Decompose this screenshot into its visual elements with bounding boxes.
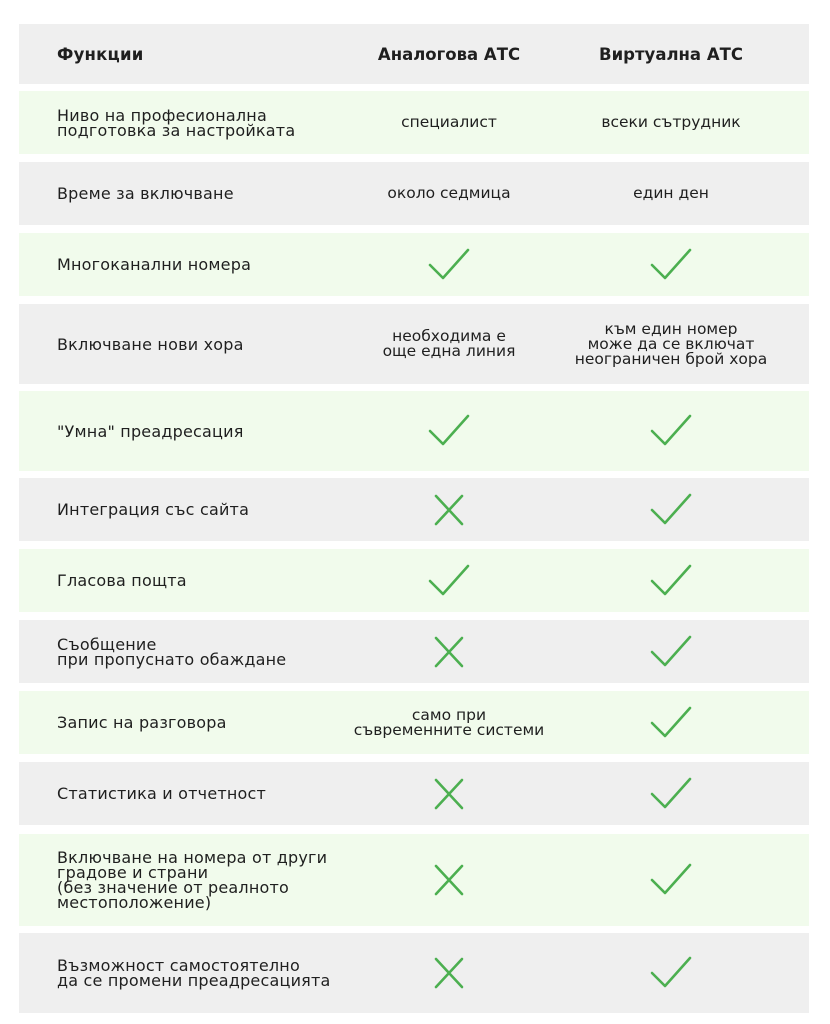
analog-value: около седмица	[387, 184, 511, 202]
virtual-value: един ден	[633, 184, 709, 202]
check-icon	[650, 705, 692, 741]
feature-label: Многоканални номера	[57, 255, 252, 274]
feature-label: Ниво на професионална подготовка за настройката	[57, 106, 296, 140]
header-feature: Функции	[57, 45, 144, 64]
check-icon	[650, 634, 692, 670]
table-row	[19, 620, 809, 683]
check-icon	[428, 413, 470, 449]
feature-label: Статистика и отчетност	[57, 784, 267, 803]
feature-label: Възможност самостоятелно да се промени преадресацията	[57, 956, 331, 990]
table-row	[19, 162, 809, 225]
feature-label: Интеграция със сайта	[57, 500, 250, 519]
table-row	[19, 478, 809, 541]
cross-icon	[428, 862, 470, 898]
check-icon	[650, 955, 692, 991]
header-virtual: Виртуална АТС	[599, 45, 743, 64]
table-row	[19, 391, 809, 471]
feature-label: Съобщение при пропуснато обаждане	[57, 635, 287, 669]
feature-label: Време за включване	[57, 184, 234, 203]
analog-value: специалист	[401, 113, 497, 131]
feature-label: Включване нови хора	[57, 335, 244, 354]
table-row	[19, 933, 809, 1013]
table-row	[19, 834, 809, 926]
check-icon	[650, 776, 692, 812]
cross-icon	[428, 955, 470, 991]
feature-label: Гласова пощта	[57, 571, 187, 590]
table-header	[19, 24, 809, 84]
analog-value: само при съвременните системи	[353, 706, 545, 739]
header-analog: Аналогова АТС	[377, 45, 521, 64]
check-icon	[650, 563, 692, 599]
virtual-value: към един номер може да се включат неограничен брой хора	[574, 320, 768, 368]
cross-icon	[428, 634, 470, 670]
table-row	[19, 549, 809, 612]
cross-icon	[428, 492, 470, 528]
table-row	[19, 91, 809, 154]
check-icon	[650, 862, 692, 898]
feature-label: Запис на разговора	[57, 713, 227, 732]
check-icon	[650, 492, 692, 528]
check-icon	[650, 247, 692, 283]
cross-icon	[428, 776, 470, 812]
check-icon	[428, 563, 470, 599]
analog-value: необходима е още една линия	[382, 327, 516, 360]
table-row	[19, 304, 809, 384]
feature-label: "Умна" преадресация	[57, 422, 244, 441]
table-row	[19, 233, 809, 296]
virtual-value: всеки сътрудник	[601, 113, 741, 131]
table-row	[19, 691, 809, 754]
feature-label: Включване на номера от други градове и страни (без значение от реалното местоположение)	[57, 848, 328, 912]
table-row	[19, 762, 809, 825]
check-icon	[428, 247, 470, 283]
check-icon	[650, 413, 692, 449]
